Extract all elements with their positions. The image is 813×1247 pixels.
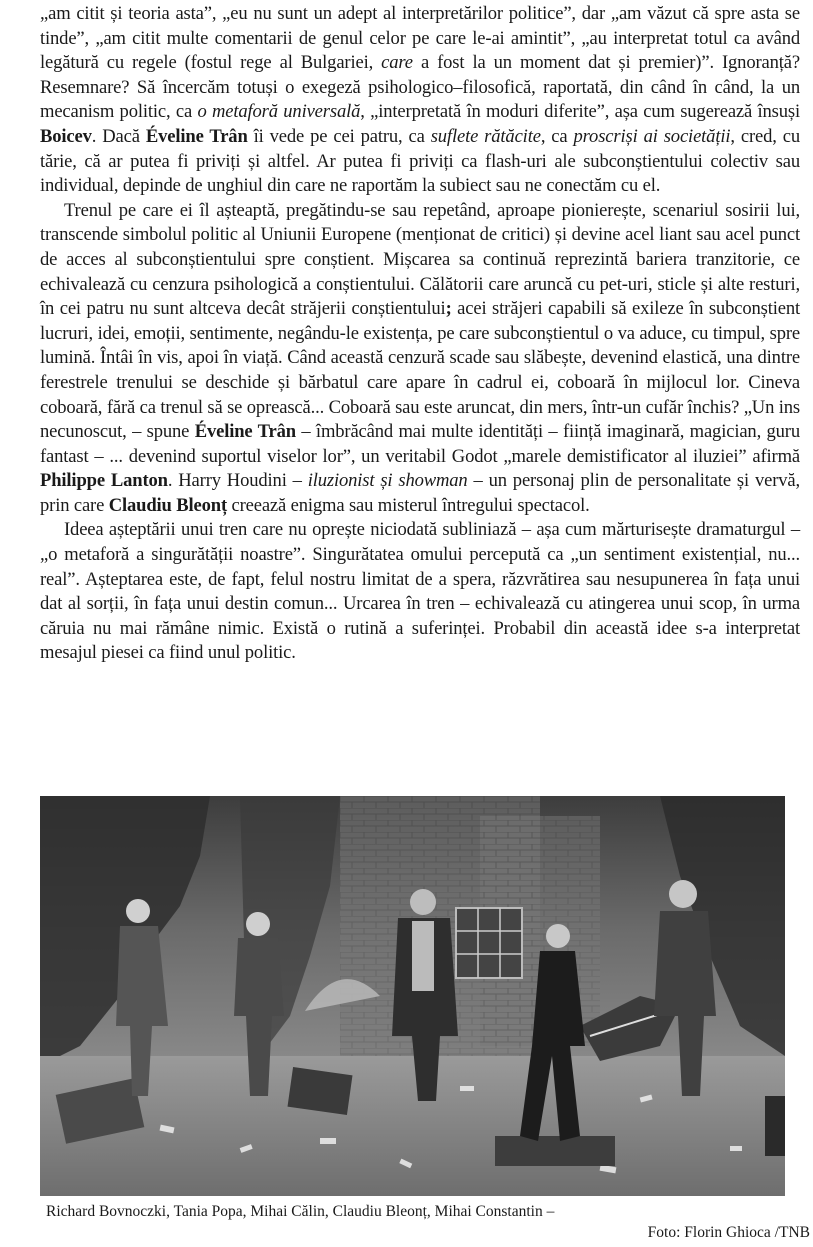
name-claudiu-bleont: Claudiu Bleonț	[108, 494, 227, 516]
article-body	[40, 2, 800, 666]
caption-credit: Foto: Florin Ghioca /TNB	[647, 1224, 810, 1241]
emphasis: o metaforă universală	[197, 101, 361, 123]
paragraph-3: Ideea așteptării unui tren care nu oprește niciodată subliniază – așa cum mărturisește dramaturgul – „o metaforă a singurătății noastre”. Singurătatea omului percepută ca „un sentiment existențial, nu... real”. Așteptarea este, de fapt, felul nostru limitat de a spera, răzvrătirea sau nesupunerea în fața unui dat al sorții, în fața unui destin comun... Urcarea în tren – echivalează cu atingerea unui scop, în urma căruia nu mai rămâne nimic. Există o rutină a suferinței. Probabil din această idee s-a interpretat mesajul piesei ca fiind unul politic.	[40, 519, 800, 664]
paragraph-2: Trenul pe care ei îl așteaptă, pregătindu-se sau repetând, aproape pionierește, scenariul sosirii lui, transcende simbolul politic al Uniunii Europene (menționat de critici) și devine acel liant sau acel punct de acces al subconștientului spre conștient. Mișcarea sa continuă reprezintă bariera tranzitorie, ce echivalează cu cenzura psihologică a conștientului. Călătorii care aruncă cu pet-uri, sticle și alte resturi, în cei patru nu sunt altceva decât străjerii conștientului; acei străjeri capabili să exileze în subconștient lucruri, idei, emoții, sentimente, negându-le existența, pe care subconștientul o va aduce, cu timpul, spre lumină. Întâi în vis, apoi în viață. Când această cenzură scade sau slăbește, devenind elastică, una dintre ferestrele trenului se deschide și bărbatul care apare în cadrul ei, coboară în mijlocul lor. Cineva coboară, fără ca trenul să se oprească... Coboară sau este aruncat, din mers, într-un cufăr închis? „Un ins necunoscut, – spune Éveline Trân – îmbrăcând mai multe identități – ființă imaginară, magician, guru fantast – ... devenind suportul viselor lor”, un veritabil Godot „marele demistificator al iluziei” afirmă Philippe Lanton. Harry Houdini – iluzionist și showman – un personaj plin de personalitate și vervă, prin care Claudiu Bleonț creează enigma sau misterul întregului spectacol.	[40, 199, 800, 516]
emphasis: iluzionist și showman	[307, 470, 468, 492]
emphasis: proscriși ai societății	[573, 125, 731, 147]
name-philippe-lanton: Philippe Lanton	[40, 470, 168, 492]
name-eveline-tran: Éveline Trân	[145, 125, 248, 147]
emphasis: suflete rătăcite	[430, 125, 541, 147]
photo-caption	[46, 1201, 810, 1243]
bold-semicolon: ;	[445, 298, 452, 320]
stage-photo	[40, 796, 785, 1196]
emphasis: care	[381, 52, 413, 74]
name-eveline-tran: Éveline Trân	[194, 421, 296, 443]
stage-photo-illustration	[40, 796, 785, 1196]
caption-cast: Richard Bovnoczki, Tania Popa, Mihai Călin, Claudiu Bleonț, Mihai Constantin –	[46, 1203, 555, 1220]
name-boicev: Boicev	[40, 125, 92, 147]
paragraph-1: „am citit și teoria asta”, „eu nu sunt un adept al interpretărilor politice”, dar „am văzut că spre asta se tinde”, „am citit multe comentarii de genul celor pe care le-ai amintit”, „au interpretat totul ca având legătură cu regele (fostul rege al Bulgariei, care a fost la un moment dat și premier)”. Ignoranță? Resemnare? Să încercăm totuși o exegeză psihologico–filosofică, raportată, din când în când, la un mecanism politic, ca o metaforă universală, „interpretată în moduri diferite”, așa cum sugerează însuși Boicev. Dacă Éveline Trân îi vede pe cei patru, ca suflete rătăcite, ca proscriși ai societății, cred, cu tărie, că ar putea fi priviți și altfel. Ar putea fi priviți ca flash-uri ale subconștientului colectiv sau individual, depinde de unghiul din care ne raportăm la subiect sau ne conectăm cu el.	[40, 3, 801, 197]
